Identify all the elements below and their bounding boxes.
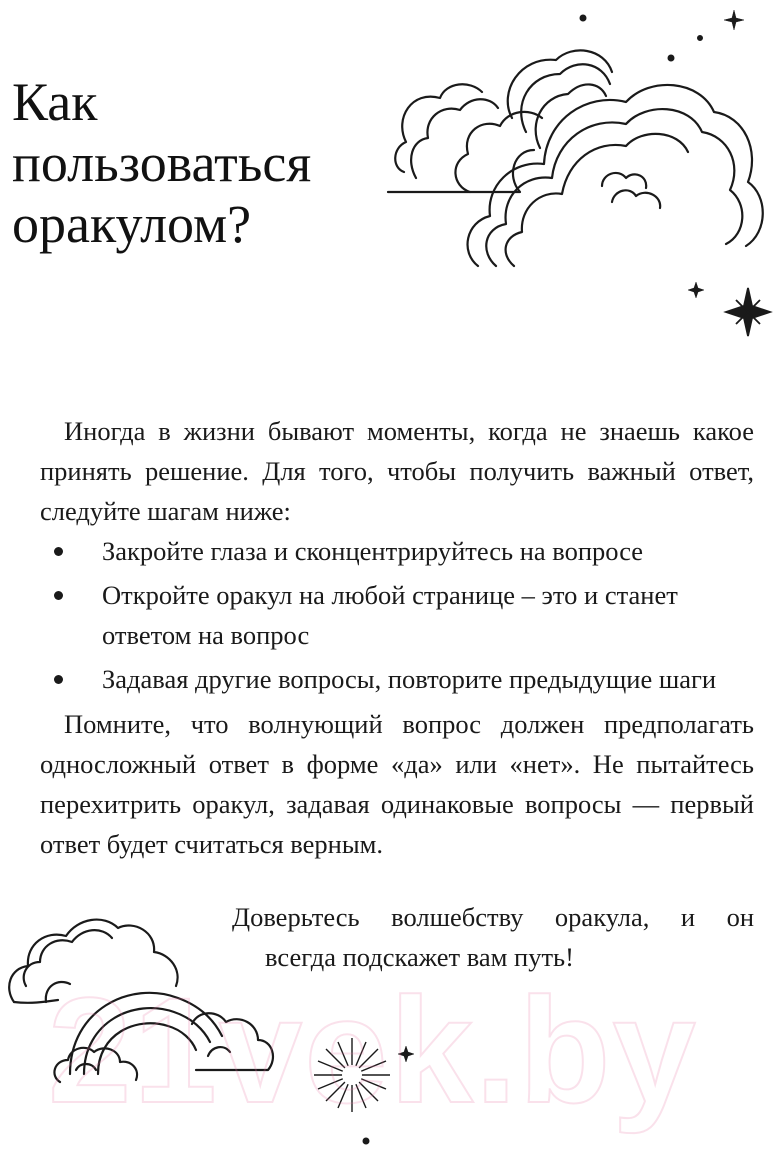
step-text: Задавая другие вопросы, повторите предыдущие шаги	[102, 664, 717, 694]
star-icon	[398, 1046, 414, 1062]
star-icon	[698, 36, 703, 41]
step-text: Закройте глаза и сконцентрируйтесь на вопросе	[102, 536, 644, 566]
closing-paragraph	[232, 897, 754, 977]
star-icon	[688, 282, 704, 298]
bullet-icon	[54, 675, 63, 684]
note-paragraph: Помните, что волнующий вопрос должен предполагать односложный ответ в форме «да» или «нет». Не пытайтесь перехитрить оракул, задавая одинаковые вопросы — первый ответ будет считаться верным.	[40, 709, 754, 859]
closing-line-2: всегда подскажет вам путь!	[265, 942, 574, 972]
title-line-3: оракулом?	[12, 194, 252, 254]
cloud-icon	[54, 1013, 273, 1082]
list-item	[40, 531, 754, 571]
title-line-1: Как	[12, 72, 98, 132]
step-text: Откройте оракул на любой странице – это и станет ответом на вопрос	[102, 580, 678, 650]
sunburst-icon	[314, 1038, 390, 1112]
cloud-icon	[388, 50, 612, 192]
closing-line-1: Доверьтесь волшебству оракула, и он	[232, 902, 754, 932]
bullet-icon	[54, 547, 63, 556]
title-line-2: пользоваться	[12, 133, 312, 193]
list-item	[40, 575, 754, 655]
list-item	[40, 659, 754, 699]
sparkle-icon	[726, 288, 770, 336]
star-icon	[668, 55, 674, 61]
intro-paragraph: Иногда в жизни бывают моменты, когда не знаешь какое принять решение. Для того, чтобы получить важный ответ, следуйте шагам ниже:	[40, 416, 754, 526]
star-icon	[724, 10, 744, 30]
rainbow-icon	[70, 993, 222, 1074]
page-title	[12, 72, 311, 255]
star-icon	[580, 15, 586, 21]
instructions-body	[40, 411, 754, 864]
watermark: 21vek.by	[48, 966, 698, 1134]
cloud-icon	[9, 920, 177, 1003]
bullet-icon	[54, 591, 63, 600]
steps-list	[40, 531, 754, 699]
cloud-icon	[468, 85, 763, 266]
star-icon	[363, 1138, 369, 1144]
